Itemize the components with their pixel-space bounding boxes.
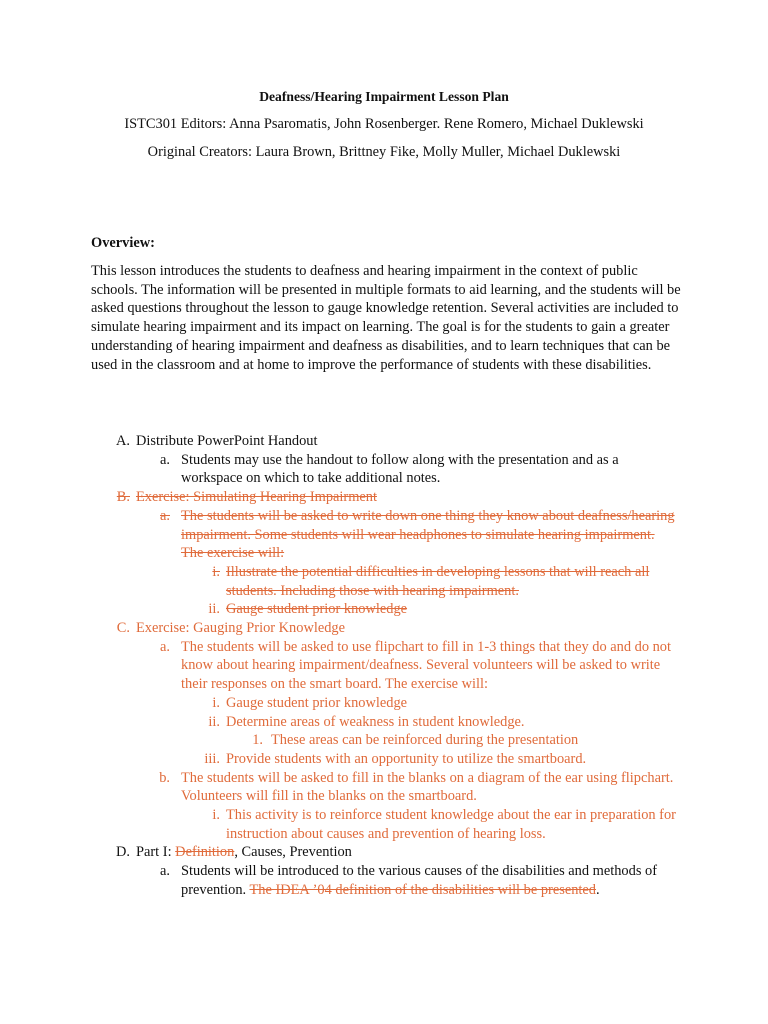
outline-item-d <box>0 843 768 862</box>
outline-text: Distribute PowerPoint Handout <box>136 433 318 449</box>
outline-number: i. <box>212 694 220 711</box>
outline-item <box>0 694 768 713</box>
part-d-item-deleted: The IDEA ’04 definition of the disabilities will be presented <box>249 881 596 898</box>
outline-text: Determine areas of weakness in student knowledge. <box>226 713 525 730</box>
lesson-outline <box>0 432 768 900</box>
document-title: Deafness/Hearing Impairment Lesson Plan <box>259 89 509 104</box>
outline-number: ii. <box>208 713 220 730</box>
creators-line: Original Creators: Laura Brown, Brittney Fike, Molly Muller, Michael Duklewski <box>147 144 621 161</box>
part-d-deleted-word: Definition <box>175 844 235 861</box>
outline-item <box>0 451 768 488</box>
outline-item <box>0 731 768 750</box>
outline-number: A. <box>116 433 130 449</box>
outline-text <box>181 862 676 899</box>
overview-heading: Overview: <box>91 235 155 251</box>
outline-number: iii. <box>204 750 220 767</box>
overview-paragraph: This lesson introduces the students to deafness and hearing impairment in the context of public schools. The information will be presented in multiple formats to aid learning, and the students will be asked questions throughout the lesson to gauge knowledge retention. Several activities are included to simulate hearing impairment and its impact on learning. The goal is for the students to gain a greater understanding of hearing impairment and deafness as disabilities, and to learn techniques that can be used in the classroom and at home to improve the performance of students with these disabilities. <box>91 263 681 373</box>
outline-item <box>0 507 768 563</box>
outline-number: D. <box>116 844 130 861</box>
outline-item-d-a <box>0 862 768 899</box>
outline-number: a. <box>160 507 170 524</box>
outline-item <box>0 769 768 806</box>
outline-text: This activity is to reinforce student knowledge about the ear in preparation for instruction about causes and prevention of hearing loss. <box>226 807 676 842</box>
outline-number: a. <box>160 638 170 655</box>
outline-item <box>0 619 768 638</box>
part-d-prefix: Part I: <box>136 844 176 861</box>
outline-item <box>0 563 768 600</box>
outline-item <box>0 806 768 843</box>
outline-text: Gauge student prior knowledge <box>226 601 408 618</box>
outline-text <box>136 843 676 862</box>
outline-number: B. <box>116 489 130 506</box>
editors-line: ISTC301 Editors: Anna Psaromatis, John Rosenberger. Rene Romero, Michael Duklewski <box>124 115 644 132</box>
outline-text: Illustrate the potential difficulties in developing lessons that will reach all students. Including those with hearing impairment. <box>226 563 650 599</box>
outline-text: Students may use the handout to follow along with the presentation and as a workspace on which to take additional notes. <box>181 451 619 487</box>
outline-number: ii. <box>208 601 220 618</box>
outline-item <box>0 713 768 732</box>
part-d-item-text: Students will be introduced to the various causes of the disabilities and methods of prevention. <box>181 863 658 898</box>
title-block <box>0 88 768 172</box>
outline-item <box>0 600 768 619</box>
outline-text: Provide students with an opportunity to utilize the smartboard. <box>226 750 587 767</box>
outline-text: The students will be asked to write down one thing they know about deafness/hearing impairment. Some students will wear headphones to simulate hearing impairment. The exercise will: <box>181 507 675 562</box>
outline-number: a. <box>160 451 170 468</box>
outline-number: a. <box>160 863 170 880</box>
outline-item <box>0 488 768 507</box>
outline-number: i. <box>212 807 220 824</box>
outline-number: 1. <box>252 732 263 749</box>
outline-text: The students will be asked to use flipchart to fill in 1-3 things that they do and do not know about hearing impairment/deafness. Several volunteers will be asked to write their responses on the smart board. The exercise will: <box>181 638 671 693</box>
outline-text: These areas can be reinforced during the presentation <box>271 732 579 749</box>
part-d-suffix: , Causes, Prevention <box>234 844 352 861</box>
outline-number: C. <box>116 620 130 637</box>
outline-number: i. <box>212 563 220 580</box>
outline-text: Exercise: Simulating Hearing Impairment <box>136 489 377 506</box>
outline-text: Exercise: Gauging Prior Knowledge <box>136 620 346 637</box>
outline-text: The students will be asked to fill in the blanks on a diagram of the ear using flipchart. Volunteers will fill in the blanks on the smartboard. <box>181 769 674 805</box>
outline-text: Gauge student prior knowledge <box>226 694 408 711</box>
part-d-item-end: . <box>595 881 600 898</box>
outline-item <box>0 750 768 769</box>
outline-item <box>0 432 768 451</box>
outline-number: b. <box>159 769 170 786</box>
outline-item <box>0 638 768 694</box>
